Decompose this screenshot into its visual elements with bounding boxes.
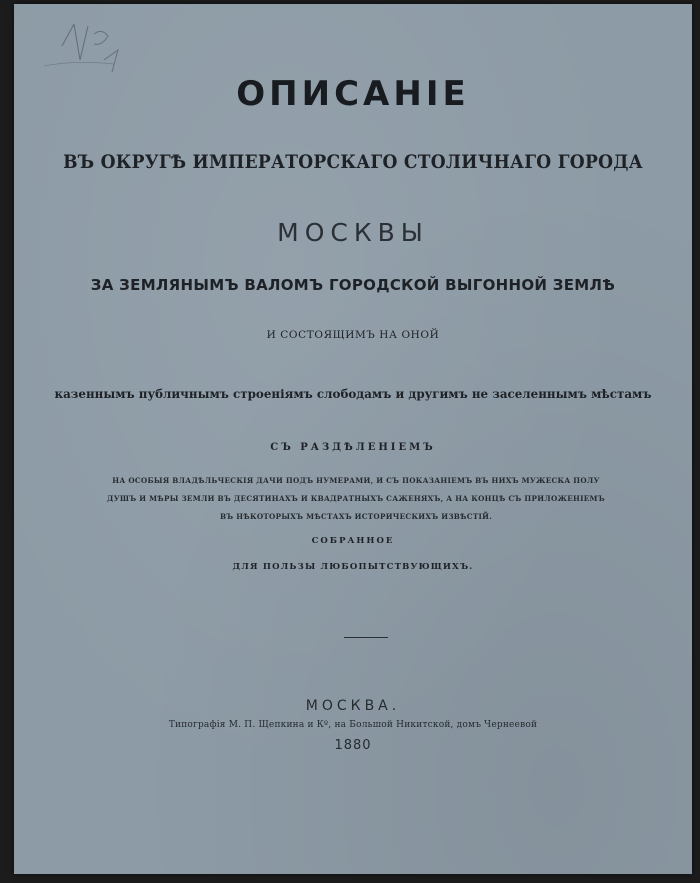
collected-label: СОБРАННОЕ — [311, 536, 395, 546]
purpose-label: ДЛЯ ПОЛЬЗЫ ЛЮБОПЫТСТВУЮЩИХЪ. — [232, 562, 474, 572]
subtitle-land: ЗА ЗЕМЛЯНЫМЪ ВАЛОМЪ ГОРОДСКОЙ ВЫГОННОЙ ЗЕМЛѢ — [90, 276, 616, 294]
imprint-year: 1880 — [334, 738, 372, 753]
subtitle-city: МОСКВЫ — [277, 218, 429, 247]
subtitle-located: И СОСТОЯЩИМЪ НА ОНОЙ — [266, 329, 440, 341]
divider-rule — [344, 637, 388, 638]
description-paragraph: НА ОСОБЫЯ ВЛАДѢЛЬЧЕСКІЯ ДАЧИ ПОДЪ НУМЕРАМИ, И СЪ ПОКАЗАНІЕМЪ ВЪ НИХЪ МУЖЕСКА ПОЛУ ДУШЪ И МѢРЫ ЗЕМЛИ ВЪ ДЕСЯТИНАХЪ И КВАДРАТНЫХЪ САЖЕНЯХЪ, А НА КОНЦѢ СЪ ПРИЛОЖЕНІЕМЪ ВЪ НѢКОТОРЫХЪ МѢСТАХЪ ИСТОРИЧЕСКИХЪ ИЗВѢСТІЙ. — [107, 476, 605, 521]
title-page — [14, 4, 692, 874]
imprint-printer: Типографія М. П. Щепкина и Кº, на Большой Никитской, домъ Чернеевой — [168, 720, 538, 730]
subtitle-district: ВЪ ОКРУГѢ ИМПЕРАТОРСКАГО СТОЛИЧНАГО ГОРОДА — [63, 151, 643, 173]
subtitle-division: СЪ РАЗДѢЛЕНІЕМЪ — [270, 442, 436, 453]
imprint-city: МОСКВА. — [305, 698, 401, 714]
page-title: ОПИСАНІЕ — [236, 74, 470, 114]
subtitle-buildings: казеннымъ публичнымъ строеніямъ слободамъ и другимъ не заселеннымъ мѣстамъ — [54, 386, 652, 401]
